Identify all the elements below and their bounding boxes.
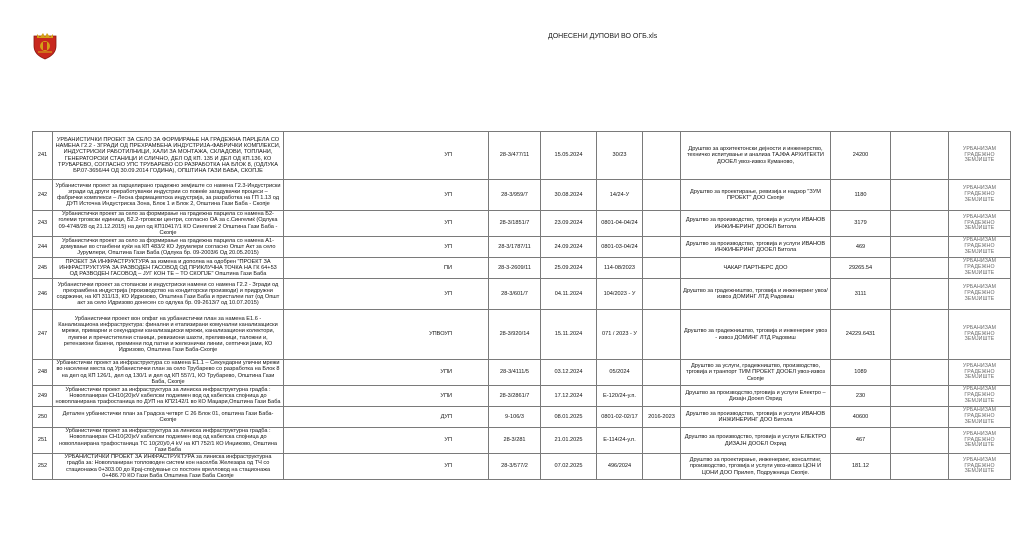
row-area[interactable]: 1180 — [831, 180, 891, 211]
row-empty-cell[interactable] — [891, 237, 949, 258]
row-developer[interactable]: Друштво за градежништво, трговија и инженеринг увоз - извоз ДОМИНГ ЛТД Радовиш — [681, 310, 831, 360]
row-date[interactable]: 03.12.2024 — [541, 360, 597, 386]
row-developer[interactable]: Друштво за производство,трговија и услуги Електро – Дизајн Дооел Охрид — [681, 386, 831, 407]
row-status[interactable]: УРБАНИЗАМ ГРАДЕЖНО ЗЕМЈИШТЕ — [949, 258, 1011, 279]
row-number[interactable]: 244 — [33, 237, 53, 258]
row-description[interactable]: Урбанистички проект вон опфат на урбанистички план за намена Е1.6 - Канализациона инфраструктура: финални и етапизирани комунални канализациски мрежи, примарни и секундарни канализациски мрежи, канализациони колектори, пумпни и пречистителни станици, ревизиони шахти, преливници, таложни и, ретензиони базени, преминни под патни и железнички линии, септички јами, КО Идризово, Општина Гази Баба-Скопје — [53, 310, 284, 360]
row-developer[interactable]: ЧАКАР ПАРТНЕРС ДОО — [681, 258, 831, 279]
row-number[interactable]: 247 — [33, 310, 53, 360]
row-description[interactable]: Урбанистички проект за стопански и индустриски намени со намена Г2.2 - Згради од прехрамбена индустрија (производство на кондиторски производи) и придружни содржини, на КП 311/13, КО Идризово, Општина Гази Баба и присталеи пат (од Општ акт за село Идризово донесен со одлука бр. 09-2613/7 од 10.07.2015) — [53, 279, 284, 310]
row-reference-number[interactable]: 28-3/601/7 — [489, 279, 541, 310]
row-project-code[interactable]: 0801-04-04/24 — [597, 211, 643, 237]
row-reference-number[interactable]: 9-106/3 — [489, 407, 541, 428]
row-year[interactable] — [643, 258, 681, 279]
row-plan-type[interactable]: УП — [284, 454, 489, 480]
row-status[interactable]: УРБАНИЗАМ ГРАДЕЖНО ЗЕМЈИШТЕ — [949, 211, 1011, 237]
row-empty-cell[interactable] — [891, 258, 949, 279]
row-project-code[interactable]: 071 / 2023 - У — [597, 310, 643, 360]
row-description[interactable]: Урбанистички проект за инфраструктура со намена Е1.1 – Секундарни улични мрежи во населени места од Урбанистички план за село Трубарево со разработка на Блок 8 на дел од КП 126/1, дел од 130/1 и дел од КП 557/1, КО Трубарево, Општина Гази Баба, Скопје — [53, 360, 284, 386]
row-reference-number[interactable]: 28-3/577/2 — [489, 454, 541, 480]
row-status[interactable]: УРБАНИЗАМ ГРАДЕЖНО ЗЕМЈИШТЕ — [949, 180, 1011, 211]
row-date[interactable]: 25.09.2024 — [541, 258, 597, 279]
row-number[interactable]: 243 — [33, 211, 53, 237]
row-reference-number[interactable]: 28-3/281 — [489, 428, 541, 454]
row-project-code[interactable]: 0801-02-02/17 — [597, 407, 643, 428]
row-date[interactable]: 08.01.2025 — [541, 407, 597, 428]
row-empty-cell[interactable] — [891, 386, 949, 407]
row-number[interactable]: 251 — [33, 428, 53, 454]
row-year[interactable] — [643, 428, 681, 454]
table-row[interactable] — [33, 310, 1011, 360]
row-project-code[interactable]: 0801-03-04/24 — [597, 237, 643, 258]
row-date[interactable]: 21.01.2025 — [541, 428, 597, 454]
document-title: ДОНЕСЕНИ ДУПОВИ ВО ОГБ.xls — [548, 33, 658, 40]
row-plan-type[interactable]: УП — [284, 211, 489, 237]
table-row[interactable] — [33, 258, 1011, 279]
row-empty-cell[interactable] — [891, 180, 949, 211]
row-project-code[interactable]: Е-120/24-у.п. — [597, 386, 643, 407]
row-number[interactable]: 249 — [33, 386, 53, 407]
row-area[interactable]: 29265.54 — [831, 258, 891, 279]
row-description[interactable]: Урбанистички проект за село за формирање на градежна парцела со намена Б2-големи трговски единици, Б2.2-трговски центри, согласно ОА за с.Сингелиќ (Одлука 09-4748/28 од 21.12.2015) на дел од КП10417/1 КО Сингелиќ 2 Општина Гази Баба - Скопје — [53, 211, 284, 237]
row-plan-type[interactable]: УПИ — [284, 360, 489, 386]
table-row[interactable] — [33, 407, 1011, 428]
row-empty-cell[interactable] — [891, 132, 949, 180]
row-description[interactable]: Детален урбанистички план за Градска четврт С 26 Блок 01, општина Гази Баба-Скопје — [53, 407, 284, 428]
row-description[interactable]: Урбанистички проект за инфраструктура за линиска инфраструктурна градба : Новопланиран СН10(20)кV кабелски подземен вод од кабелска спојница до новопланирана трафостаница ТС 10(20)/0,4 kV на КП 752/1 КО Инџиково, Општина Гази Баба — [53, 428, 284, 454]
row-reference-number[interactable]: 28-3/959/7 — [489, 180, 541, 211]
row-empty-cell[interactable] — [891, 428, 949, 454]
row-plan-type[interactable]: УПВОУП — [284, 310, 489, 360]
plans-register-table — [32, 131, 1011, 480]
row-year[interactable] — [643, 360, 681, 386]
row-project-code[interactable]: 104/2023 - У — [597, 279, 643, 310]
row-date[interactable]: 04.11.2024 — [541, 279, 597, 310]
row-empty-cell[interactable] — [891, 211, 949, 237]
row-developer[interactable]: Друштво за производство, трговија и услуги ИВАНОВ ИНЖИНЕРИНГ ДООЕЛ Битола — [681, 211, 831, 237]
row-status[interactable]: УРБАНИЗАМ ГРАДЕЖНО ЗЕМЈИШТЕ — [949, 237, 1011, 258]
row-number[interactable]: 245 — [33, 258, 53, 279]
row-reference-number[interactable]: 28-3-2609/11 — [489, 258, 541, 279]
row-status[interactable]: УРБАНИЗАМ ГРАДЕЖНО ЗЕМЈИШТЕ — [949, 360, 1011, 386]
row-number[interactable]: 252 — [33, 454, 53, 480]
row-empty-cell[interactable] — [891, 454, 949, 480]
table-row[interactable] — [33, 211, 1011, 237]
row-reference-number[interactable]: 28-3/1787/11 — [489, 237, 541, 258]
row-date[interactable]: 30.08.2024 — [541, 180, 597, 211]
row-year[interactable] — [643, 454, 681, 480]
row-reference-number[interactable]: 28-3/1851/7 — [489, 211, 541, 237]
row-number[interactable]: 241 — [33, 132, 53, 180]
row-developer[interactable]: Друштво за производство, трговија и услуги ИВАНОВ ИНЖИНЕРИНГ ДОО Битола — [681, 407, 831, 428]
row-number[interactable]: 246 — [33, 279, 53, 310]
row-description[interactable]: УРБАНИСТИЧКИ ПРОЕКТ ЗА СЕЛО ЗА ФОРМИРАЊЕ НА ГРАДЕЖНА ПАРЦЕЛА СО НАМЕНА Г2.2 - ЗГРАДИ ОД ПРЕХРАМБЕНА ИНДУСТРИЈА-ФАБРИЧКИ КОМПЛЕКСИ, ИНДУСТРИСКИ РАБОТИЛНИЦИ, ХАЛИ ЗА МОНТАЖА, СКЛАДОВИ, ТОПЛАНИ, ГЕНЕРАТОРСКИ СТАНИЦИ И СЛИЧНО, ДЕЛ ОД КП. 135 И ДЕЛ ОД КП.136, КО ТРУБАРЕВО, СОГЛАСНО УПС ТРУБАРЕВО СО РАЗРАБОТКА НА БЛОК 8, (ОДЛУКА БР.07-3656/44 ОД 30.09.2014 ГОДИНА), ОПШТИНА ГАЗИ БАБА, СКОПЈЕ — [53, 132, 284, 180]
row-reference-number[interactable]: 28-3/477/11 — [489, 132, 541, 180]
row-project-code[interactable]: 14/24-У — [597, 180, 643, 211]
table-row[interactable] — [33, 360, 1011, 386]
coat-of-arms-icon — [30, 30, 60, 60]
row-description[interactable]: Урбанистички проект за инфраструктура за линиска инфраструктурна градба : Новопланиран СН10(20)кV кабелски подземен вод од кабелска спојница до новопланирана трафостаница по ДУП на КП2142/1 во КО Маџари,Општина Гази Баба — [53, 386, 284, 407]
row-date[interactable]: 07.02.2025 — [541, 454, 597, 480]
row-plan-type[interactable]: УПИ — [284, 386, 489, 407]
row-empty-cell[interactable] — [891, 310, 949, 360]
row-year[interactable] — [643, 386, 681, 407]
row-number[interactable]: 248 — [33, 360, 53, 386]
row-plan-type[interactable]: УП — [284, 279, 489, 310]
row-area[interactable]: 181.12 — [831, 454, 891, 480]
row-year[interactable]: 2016-2023 — [643, 407, 681, 428]
row-developer[interactable]: Друштво за услуги, градежништво, производство, трговија и транпорт ТИМ ПРОЕКТ ДООЕЛ увоз-извоз Скопје — [681, 360, 831, 386]
table-row[interactable] — [33, 180, 1011, 211]
row-year[interactable] — [643, 132, 681, 180]
row-status[interactable]: УРБАНИЗАМ ГРАДЕЖНО ЗЕМЈИШТЕ — [949, 407, 1011, 428]
row-reference-number[interactable]: 28-3/920/14 — [489, 310, 541, 360]
row-status[interactable]: УРБАНИЗАМ ГРАДЕЖНО ЗЕМЈИШТЕ — [949, 386, 1011, 407]
row-area[interactable]: 230 — [831, 386, 891, 407]
row-number[interactable]: 242 — [33, 180, 53, 211]
row-empty-cell[interactable] — [891, 279, 949, 310]
row-area[interactable]: 469 — [831, 237, 891, 258]
row-project-code[interactable]: 30/23 — [597, 132, 643, 180]
row-area[interactable]: 24229.6431 — [831, 310, 891, 360]
row-area[interactable]: 40600 — [831, 407, 891, 428]
row-area[interactable]: 3111 — [831, 279, 891, 310]
row-year[interactable] — [643, 279, 681, 310]
row-area[interactable]: 1089 — [831, 360, 891, 386]
row-description[interactable]: ПРОЕКТ ЗА ИНФРАСТРУКТУРА за измена и дополна на одобрен "ПРОЕКТ ЗА ИНФРАСТРУКТУРА ЗА РАЗВОДЕН ГАСОВОД ОД ПРИКЛУЧНА ТОЧКА НА ГК 64+53 ОД РАЗВОДЕН ГАСОВОД – ЈУГ КОН ТЕ – ТО СКОПЈЕ" Општина Гази Баба — [53, 258, 284, 279]
row-status[interactable]: УРБАНИЗАМ ГРАДЕЖНО ЗЕМЈИШТЕ — [949, 310, 1011, 360]
row-status[interactable]: УРБАНИЗАМ ГРАДЕЖНО ЗЕМЈИШТЕ — [949, 454, 1011, 480]
row-status[interactable]: УРБАНИЗАМ ГРАДЕЖНО ЗЕМЈИШТЕ — [949, 279, 1011, 310]
row-reference-number[interactable]: 28-3/4111/5 — [489, 360, 541, 386]
row-empty-cell[interactable] — [891, 360, 949, 386]
row-developer[interactable]: Друштво за производство, трговија и услуги ЕЛЕКТРО ДИЗАЈН ДООЕЛ Охрид — [681, 428, 831, 454]
row-date[interactable]: 17.12.2024 — [541, 386, 597, 407]
row-plan-type[interactable]: УП — [284, 132, 489, 180]
row-project-code[interactable]: 496/2024 — [597, 454, 643, 480]
row-year[interactable] — [643, 237, 681, 258]
row-date[interactable]: 23.09.2024 — [541, 211, 597, 237]
row-developer[interactable]: Друштво за производство, трговија и услуги ИВАНОВ ИНЖИНЕРИНГ ДООЕЛ Битола — [681, 237, 831, 258]
table-row[interactable] — [33, 237, 1011, 258]
row-developer[interactable]: Друштво за архитектонски дејности и инженерство, техничко испитување и анализа ТАЈФА АРХИТЕКТИ ДООЕЛ увоз-извоз Куманово, — [681, 132, 831, 180]
row-year[interactable] — [643, 211, 681, 237]
row-description[interactable]: Урбанистички проект за село за формирање на градежна парцела со намена А1-домување во станбени куќи на КП 483/2 КО Јурумлери согласно Општ Акт за село Јурумлери, Општина Гази Баба (Одлука бр. 09-2003/6 Од 20.05.2015) — [53, 237, 284, 258]
row-date[interactable]: 15.05.2024 — [541, 132, 597, 180]
row-area[interactable]: 467 — [831, 428, 891, 454]
municipality-logo — [30, 30, 60, 60]
table-row[interactable] — [33, 454, 1011, 480]
row-area[interactable]: 3179 — [831, 211, 891, 237]
table-row[interactable] — [33, 386, 1011, 407]
row-year[interactable] — [643, 310, 681, 360]
row-developer[interactable]: Друштво за градежништво, трговија и инженеринг увоз/извоз ДОМИНГ ЛТД Радовиш — [681, 279, 831, 310]
row-developer[interactable]: Друштво за проектирање, инженеринг, консалтинг, производство, трговија и услуги увоз-извоз ЦОН И ЦОНИ ДОО Прилеп, Подружница Скопје. — [681, 454, 831, 480]
table-row[interactable] — [33, 279, 1011, 310]
row-plan-type[interactable]: ДУП — [284, 407, 489, 428]
row-description[interactable]: УРБАНИСТИЧКИ ПРОЕКТ ЗА ИНФРАСТРУКТУРА за линиска инфраструктурна градба за: Новопланиран топловоден систем кон населба Железара од ТЧ со стационажа 0+303.00 до Крај-спојување со постоен врелловод на стационажа 0+486.70 КО Гази Баба Општина Гази Баба Скопје — [53, 454, 284, 480]
row-project-code[interactable]: 114-08/2023 — [597, 258, 643, 279]
row-project-code[interactable]: 05/2024 — [597, 360, 643, 386]
row-description[interactable]: Урбанистички проект за парцелирано градежно земјиште со намена Г2.3-Индустриски згради од други преработувачки индустрии со повеќе загадувачки процеси – фабрички комплекси – Лесна фармацевтска индустрија, за разработка на ГП 1.13 од ДУП Источна Индустриска Зона, Блок 1 и Блок 2, Општина Гази Баба - Скопје — [53, 180, 284, 211]
row-project-code[interactable]: Е-114/24-у.п. — [597, 428, 643, 454]
row-status[interactable]: УРБАНИЗАМ ГРАДЕЖНО ЗЕМЈИШТЕ — [949, 428, 1011, 454]
row-reference-number[interactable]: 28-3/2861/7 — [489, 386, 541, 407]
row-status[interactable]: УРБАНИЗАМ ГРАДЕЖНО ЗЕМЈИШТЕ — [949, 132, 1011, 180]
row-number[interactable]: 250 — [33, 407, 53, 428]
row-year[interactable] — [643, 180, 681, 211]
row-plan-type[interactable]: УП — [284, 180, 489, 211]
row-plan-type[interactable]: УП — [284, 428, 489, 454]
row-date[interactable]: 15.11.2024 — [541, 310, 597, 360]
row-plan-type[interactable]: УП — [284, 237, 489, 258]
table-row[interactable] — [33, 428, 1011, 454]
row-area[interactable]: 24200 — [831, 132, 891, 180]
row-empty-cell[interactable] — [891, 407, 949, 428]
table-row[interactable] — [33, 132, 1011, 180]
row-developer[interactable]: Друштво за проектирање, ревизија и надзор "ЗУМ ПРОЕКТ" ДОО Скопје — [681, 180, 831, 211]
row-plan-type[interactable]: ПИ — [284, 258, 489, 279]
row-date[interactable]: 24.09.2024 — [541, 237, 597, 258]
